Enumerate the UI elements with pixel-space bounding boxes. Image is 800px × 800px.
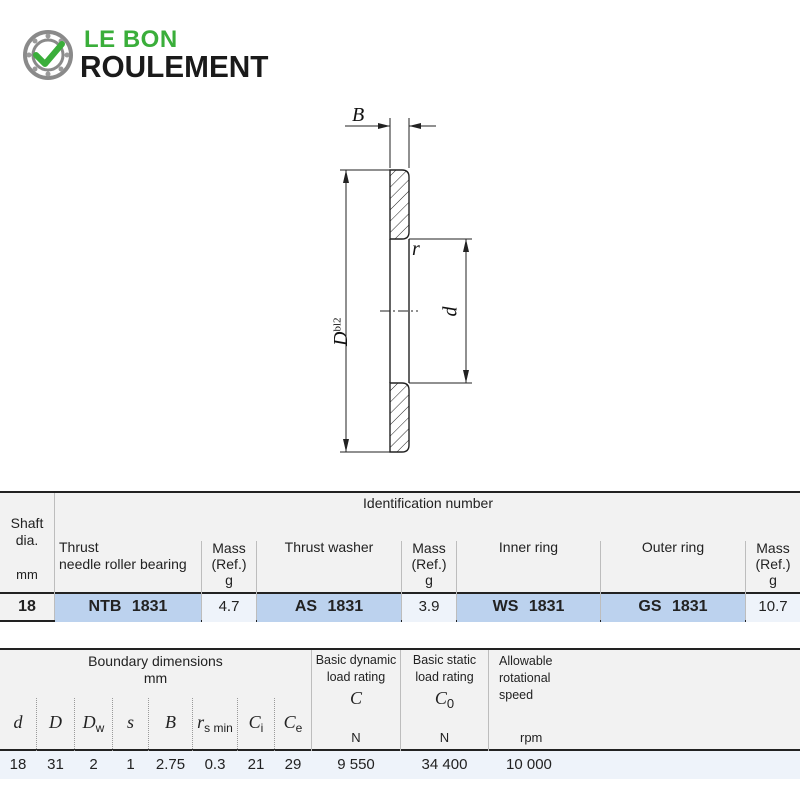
mass-header-2b: (Ref.) [411, 556, 447, 572]
dynamic-symbol: C [349, 688, 362, 708]
val-s: 1 [126, 756, 135, 773]
static-symbol-group [401, 688, 488, 711]
outer-header: Outer ring [641, 539, 705, 555]
sym-Ce: C [283, 712, 296, 732]
inner-header: Inner ring [498, 539, 559, 555]
val-Dw: 2 [89, 756, 98, 773]
sym-Ci-group [238, 712, 274, 735]
label-r: r [412, 238, 420, 260]
sym-rs-group [193, 712, 237, 735]
label-D: D [330, 331, 352, 346]
washer-mass-value: 3.9 [418, 598, 440, 615]
sym-Ci-sub: i [260, 720, 264, 735]
thrust-header-2: needle roller bearing [59, 556, 187, 572]
mass-header-1b: (Ref.) [211, 556, 247, 572]
speed-header-2: rotational [499, 671, 551, 685]
logo-line1: LE BON [84, 26, 178, 53]
shaft-header-2: dia. [15, 532, 39, 548]
val-rs: 0.3 [204, 756, 226, 773]
static-symbol: C [434, 688, 447, 708]
sym-Ce-sub: e [295, 720, 303, 735]
bearing-value: NTB 1831 [88, 598, 168, 615]
val-B: 2.75 [155, 756, 186, 773]
val-D: 31 [47, 756, 64, 773]
sym-rs: r [197, 712, 205, 732]
sym-Dw: D [82, 712, 96, 732]
shaft-unit: mm [16, 567, 38, 582]
val-C0: 34 400 [421, 756, 468, 773]
speed-header-1: Allowable [499, 654, 553, 668]
sym-Dw-sub: w [95, 720, 105, 735]
val-Ce: 29 [284, 756, 302, 773]
sym-d: d [13, 712, 23, 732]
mass-header-1a: Mass [212, 540, 246, 556]
outer-value: GS 1831 [638, 598, 708, 615]
val-C: 9 550 [337, 756, 375, 773]
sym-Ce-group [275, 712, 311, 735]
shaft-value: 18 [18, 598, 36, 615]
sym-s: s [126, 712, 134, 732]
logo-line2: ROULEMENT [80, 49, 269, 84]
ring-mass-value: 10.7 [758, 598, 788, 615]
washer-header: Thrust washer [284, 539, 374, 555]
boundary-header-2: mm [143, 670, 168, 686]
static-header-2: load rating [415, 670, 474, 684]
dynamic-header-2: load rating [326, 670, 386, 684]
thrust-header-1: Thrust [59, 539, 99, 555]
bearing-mass-value: 4.7 [218, 598, 240, 615]
label-D-group [330, 276, 356, 346]
sym-rs-sub: s min [204, 720, 233, 735]
static-sub: 0 [446, 695, 455, 711]
mass-unit-2: g [425, 572, 433, 588]
brand-logo [22, 26, 302, 86]
label-D-sup: bl2 [331, 317, 344, 332]
label-B: B [352, 104, 365, 126]
mass-unit-3: g [769, 572, 777, 588]
washer-value: AS 1831 [294, 598, 364, 615]
inner-value: WS 1831 [492, 598, 565, 615]
mass-unit-1: g [225, 572, 233, 588]
static-unit: N [439, 730, 450, 745]
dimensions-table [0, 648, 800, 779]
shaft-header-1: Shaft [10, 515, 44, 531]
bearing-check-icon [22, 29, 74, 81]
static-header-1: Basic static [412, 653, 477, 667]
dynamic-unit: N [351, 730, 361, 745]
sym-Dw-group [75, 712, 112, 735]
boundary-header-1: Boundary dimensions [88, 653, 223, 669]
speed-unit: rpm [520, 730, 543, 745]
sym-B: B [165, 712, 176, 732]
sym-Ci: C [248, 712, 261, 732]
dynamic-header-1: Basic dynamic [315, 653, 397, 667]
sym-D: D [49, 712, 62, 732]
mass-header-2a: Mass [412, 540, 446, 556]
identification-table [0, 491, 800, 622]
val-d: 18 [9, 756, 27, 773]
val-speed: 10 000 [506, 756, 552, 773]
val-Ci: 21 [247, 756, 265, 773]
speed-header-3: speed [499, 688, 534, 702]
mass-header-3b: (Ref.) [755, 556, 791, 572]
label-d: d [439, 306, 462, 317]
mass-header-3a: Mass [756, 540, 790, 556]
identification-header: Identification number [363, 495, 493, 511]
